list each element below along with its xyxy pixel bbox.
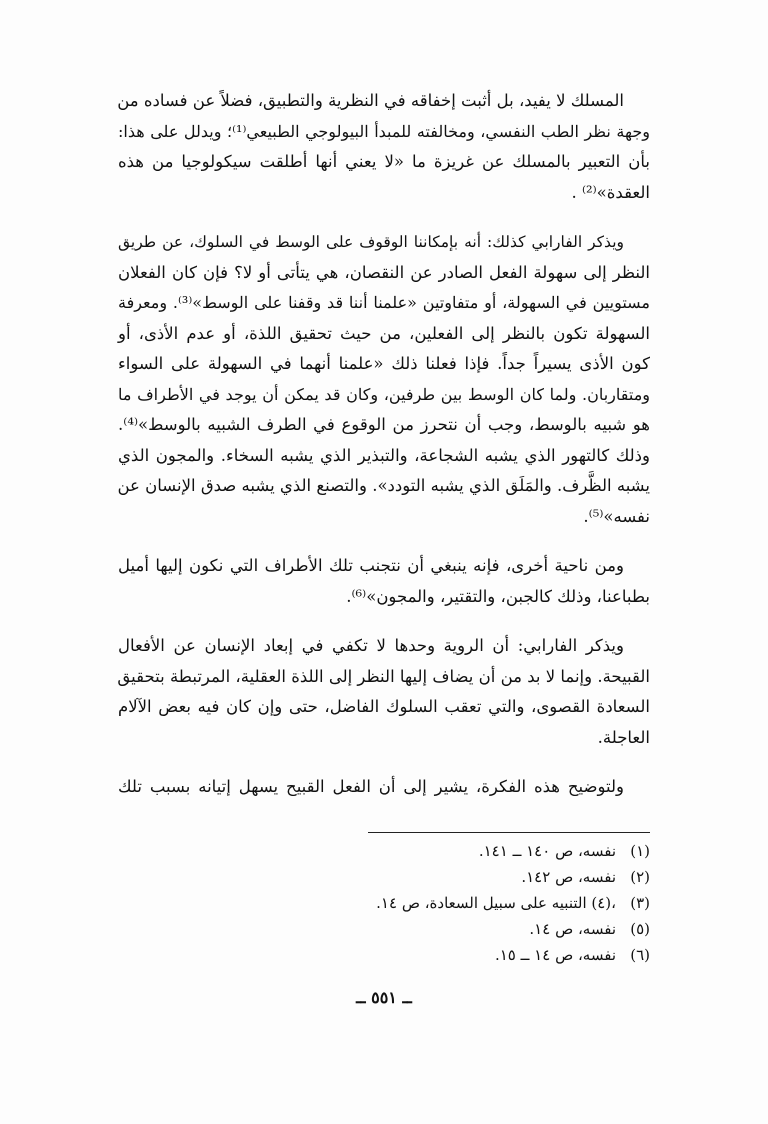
text-line: القبيحة. وإنما لا بد من أن يضاف إليها النظر إلى اللذة العقلية، المرتبطة بتحقيق: [117, 666, 650, 686]
text-line: المسلك لا يفيد، بل أثبت إخفاقه في النظرية والتطبيق، فضلاً عن فساده من: [117, 91, 624, 110]
footnote: [250, 864, 650, 890]
paragraph-3: [118, 551, 650, 612]
text-line: بأن التعبير بالمسلك عن غريزة ما «لا يعني أنها أطلقت سيكولوجيا من هذه: [118, 152, 650, 171]
paragraph-2: [118, 227, 650, 532]
text-line: ولتوضيح هذه الفكرة، يشير إلى أن الفعل القبيح يسهل إتيانه بسبب تلك: [118, 777, 624, 796]
footnote-text: نفسه، ص ١٤٠ ــ ١٤١.: [478, 842, 616, 860]
text-line: ومتقاربان. ولما كان الوسط بين طرفين، وكان قد يمكن أن يوجد في الأطراف ما: [118, 384, 651, 404]
page-number: ــ ٥٥١ ــ: [356, 988, 412, 1007]
footnote-divider: [368, 832, 650, 833]
text-line: السعادة القصوى، والتي تعقب السلوك الفاضل، حتى وإن كان فيه بعض الآلام: [118, 697, 650, 716]
footnote-text: ،(٤) التنبيه على سبيل السعادة، ص ١٤.: [376, 894, 616, 912]
text-line: العقدة»⁽²⁾ .: [571, 182, 650, 202]
text-line: النظر إلى سهولة الفعل الصادر عن النقصان، هي يتأتى أو لا؟ فإن كان الفعلان: [118, 262, 650, 282]
text-line: نفسه»⁽⁵⁾.: [583, 506, 650, 526]
footnote-number: (٦): [630, 946, 650, 964]
text-line: ويذكر الفارابي: أن الروية وحدها لا تكفي في إبعاد الإنسان عن الأفعال: [118, 636, 624, 655]
text-line: كون الأذى يسيراً جداً. فإذا فعلنا ذلك «علمنا أنهما في السهولة على السواء: [118, 354, 650, 373]
footnote-number: (٢): [630, 868, 650, 886]
text-line: ومن ناحية أخرى، فإنه ينبغي أن نتجنب تلك الأطراف التي نكون إليها أميل: [118, 556, 624, 575]
text-line: السهولة تكون بالنظر إلى الفعلين، من حيث تحقيق اللذة، أو عدم الأذى، أو: [118, 323, 650, 343]
footnotes: [250, 838, 650, 968]
footnote-number: (٥): [630, 920, 650, 938]
footnote-text: نفسه، ص ١٤ ــ ١٥.: [494, 946, 616, 964]
footnote: [250, 838, 650, 864]
footnote: [250, 916, 650, 942]
text-line: العاجلة.: [597, 727, 650, 747]
footnote-text: نفسه، ص ١٤.: [529, 920, 616, 938]
text-line: وذلك كالتهور الذي يشبه الشجاعة، والتبذير الذي يشبه السخاء. والمجون الذي: [118, 445, 650, 465]
text-line: هو شبيه بالوسط، وجب أن نتحرز من الوقوع في الطرف الشبيه بالوسط»⁽⁴⁾.: [118, 415, 650, 434]
footnote: [250, 890, 650, 916]
text-line: ويذكر الفارابي كذلك: أنه بإمكاننا الوقوف على الوسط في السلوك، عن طريق: [118, 233, 624, 251]
text-line: مستويين في السهولة، أو متفاوتين «علمنا أننا قد وقفنا على الوسط»⁽³⁾. ومعرفة: [118, 293, 651, 312]
text-line: يشبه الظَّرف. والمَلَق الذي يشبه التودد». والتصنع الذي يشبه صدق الإنسان عن: [117, 476, 650, 495]
footnote-text: نفسه، ص ١٤٢.: [521, 868, 616, 886]
paragraph-1: [118, 86, 650, 208]
footnote: [250, 942, 650, 968]
paragraph-4: [118, 631, 650, 753]
footnote-number: (١): [630, 842, 650, 860]
body-text: [118, 86, 650, 822]
text-line: بطباعنا، وذلك كالجبن، والتقتير، والمجون»⁽⁶⁾.: [346, 586, 650, 606]
paragraph-5: [118, 772, 650, 803]
footnote-number: (٣): [630, 894, 650, 912]
text-line: وجهة نظر الطب النفسي، ومخالفته للمبدأ البيولوجي الطبيعي⁽¹⁾؛ ويدلل على هذا:: [118, 121, 650, 141]
